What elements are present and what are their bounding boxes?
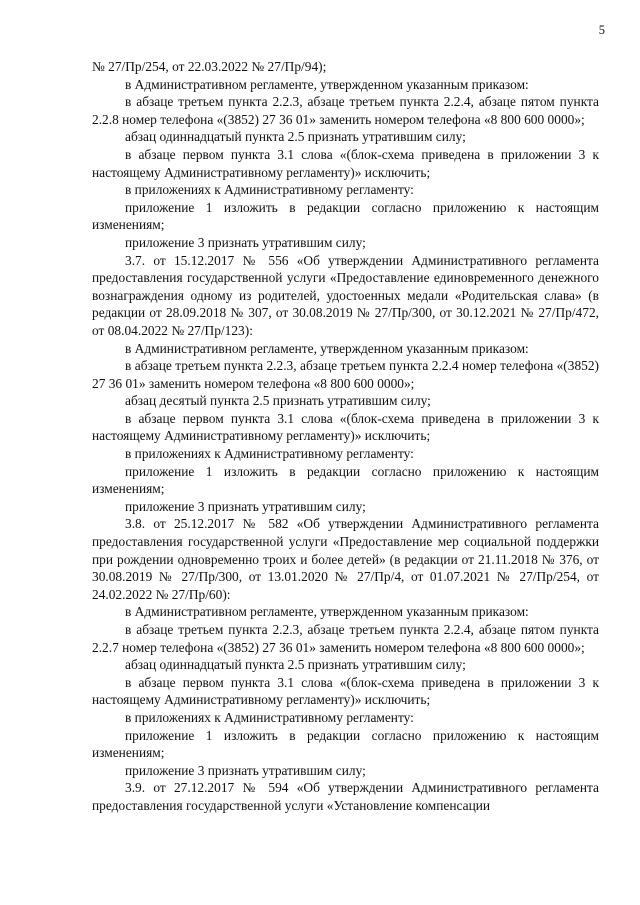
body-paragraph: 3.8. от 25.12.2017 № 582 «Об утверждении Административного регламента предоставления государственной услуги «Предоставление мер социальной поддержки при рождении одновременно троих и более детей» (в редакции от 21.11.2018 № 376, от 30.08.2019 № 27/Пр/300, от 13.01.2020 № 27/Пр/4, от 01.07.2021 № 27/Пр/254, от 24.02.2022 № 27/Пр/60):	[92, 516, 599, 602]
body-paragraph: в абзаце первом пункта 3.1 слова «(блок-схема приведена в приложении 3 к настоящему Административному регламенту)» исключить;	[92, 146, 599, 180]
body-paragraph: в приложениях к Административному регламенту:	[125, 709, 414, 725]
body-paragraph: приложение 3 признать утратившим силу;	[125, 762, 366, 778]
body-paragraph: 3.9. от 27.12.2017 № 594 «Об утверждении Административного регламента предоставления государственной услуги «Установление компенсации	[92, 780, 599, 813]
body-paragraph: в приложениях к Административному регламенту:	[125, 182, 414, 198]
body-paragraph: в Административном регламенте, утвержденном указанным приказом:	[125, 604, 529, 620]
body-paragraph: абзац десятый пункта 2.5 признать утратившим силу;	[125, 393, 431, 409]
body-paragraph: в абзаце третьем пункта 2.2.3, абзаце третьем пункта 2.2.4, абзаце пятом пункта 2.2.7 номер телефона «(3852) 27 36 01» заменить номером телефона «8 800 600 0000»;	[92, 622, 599, 655]
body-paragraph: в абзаце третьем пункта 2.2.3, абзаце третьем пункта 2.2.4, абзаце пятом пункта 2.2.8 номер телефона «(3852) 27 36 01» заменить номером телефона «8 800 600 0000»;	[92, 94, 599, 127]
body-paragraph: приложение 1 изложить в редакции согласно приложению к настоящим изменениям;	[92, 727, 599, 761]
body-paragraph: в абзаце третьем пункта 2.2.3, абзаце третьем пункта 2.2.4 номер телефона «(3852) 27 36 01» заменить номером телефона «8 800 600 0000»;	[92, 358, 599, 391]
body-paragraph: приложение 1 изложить в редакции согласно приложению к настоящим изменениям;	[92, 463, 599, 497]
body-paragraph: абзац одиннадцатый пункта 2.5 признать утратившим силу;	[125, 657, 466, 673]
body-paragraph: в Административном регламенте, утвержденном указанным приказом:	[125, 340, 529, 356]
document-body	[92, 58, 599, 815]
body-paragraph: 3.7. от 15.12.2017 № 556 «Об утверждении Административного регламента предоставления государственной услуги «Предоставление единовременного денежного вознаграждения одному из родителей, удостоенных медали «Родительская слава» (в редакции от 28.09.2018 № 307, от 30.08.2019 № 27/Пр/300, от 30.12.2021 № 27/Пр/472, от 08.04.2022 № 27/Пр/123):	[92, 252, 599, 338]
body-paragraph: № 27/Пр/254, от 22.03.2022 № 27/Пр/94);	[92, 59, 327, 74]
body-paragraph: в абзаце первом пункта 3.1 слова «(блок-схема приведена в приложении 3 к настоящему Административному регламенту)» исключить;	[92, 674, 599, 708]
body-paragraph: приложение 3 признать утратившим силу;	[125, 498, 366, 514]
body-paragraph: приложение 1 изложить в редакции согласно приложению к настоящим изменениям;	[92, 199, 599, 233]
body-paragraph: абзац одиннадцатый пункта 2.5 признать утратившим силу;	[125, 129, 466, 145]
body-paragraph: в Административном регламенте, утвержденном указанным приказом:	[125, 76, 529, 92]
body-paragraph: в абзаце первом пункта 3.1 слова «(блок-схема приведена в приложении 3 к настоящему Административному регламенту)» исключить;	[92, 410, 599, 444]
body-paragraph: приложение 3 признать утратившим силу;	[125, 234, 366, 250]
page-number: 5	[598, 23, 605, 37]
body-paragraph: в приложениях к Административному регламенту:	[125, 446, 414, 462]
